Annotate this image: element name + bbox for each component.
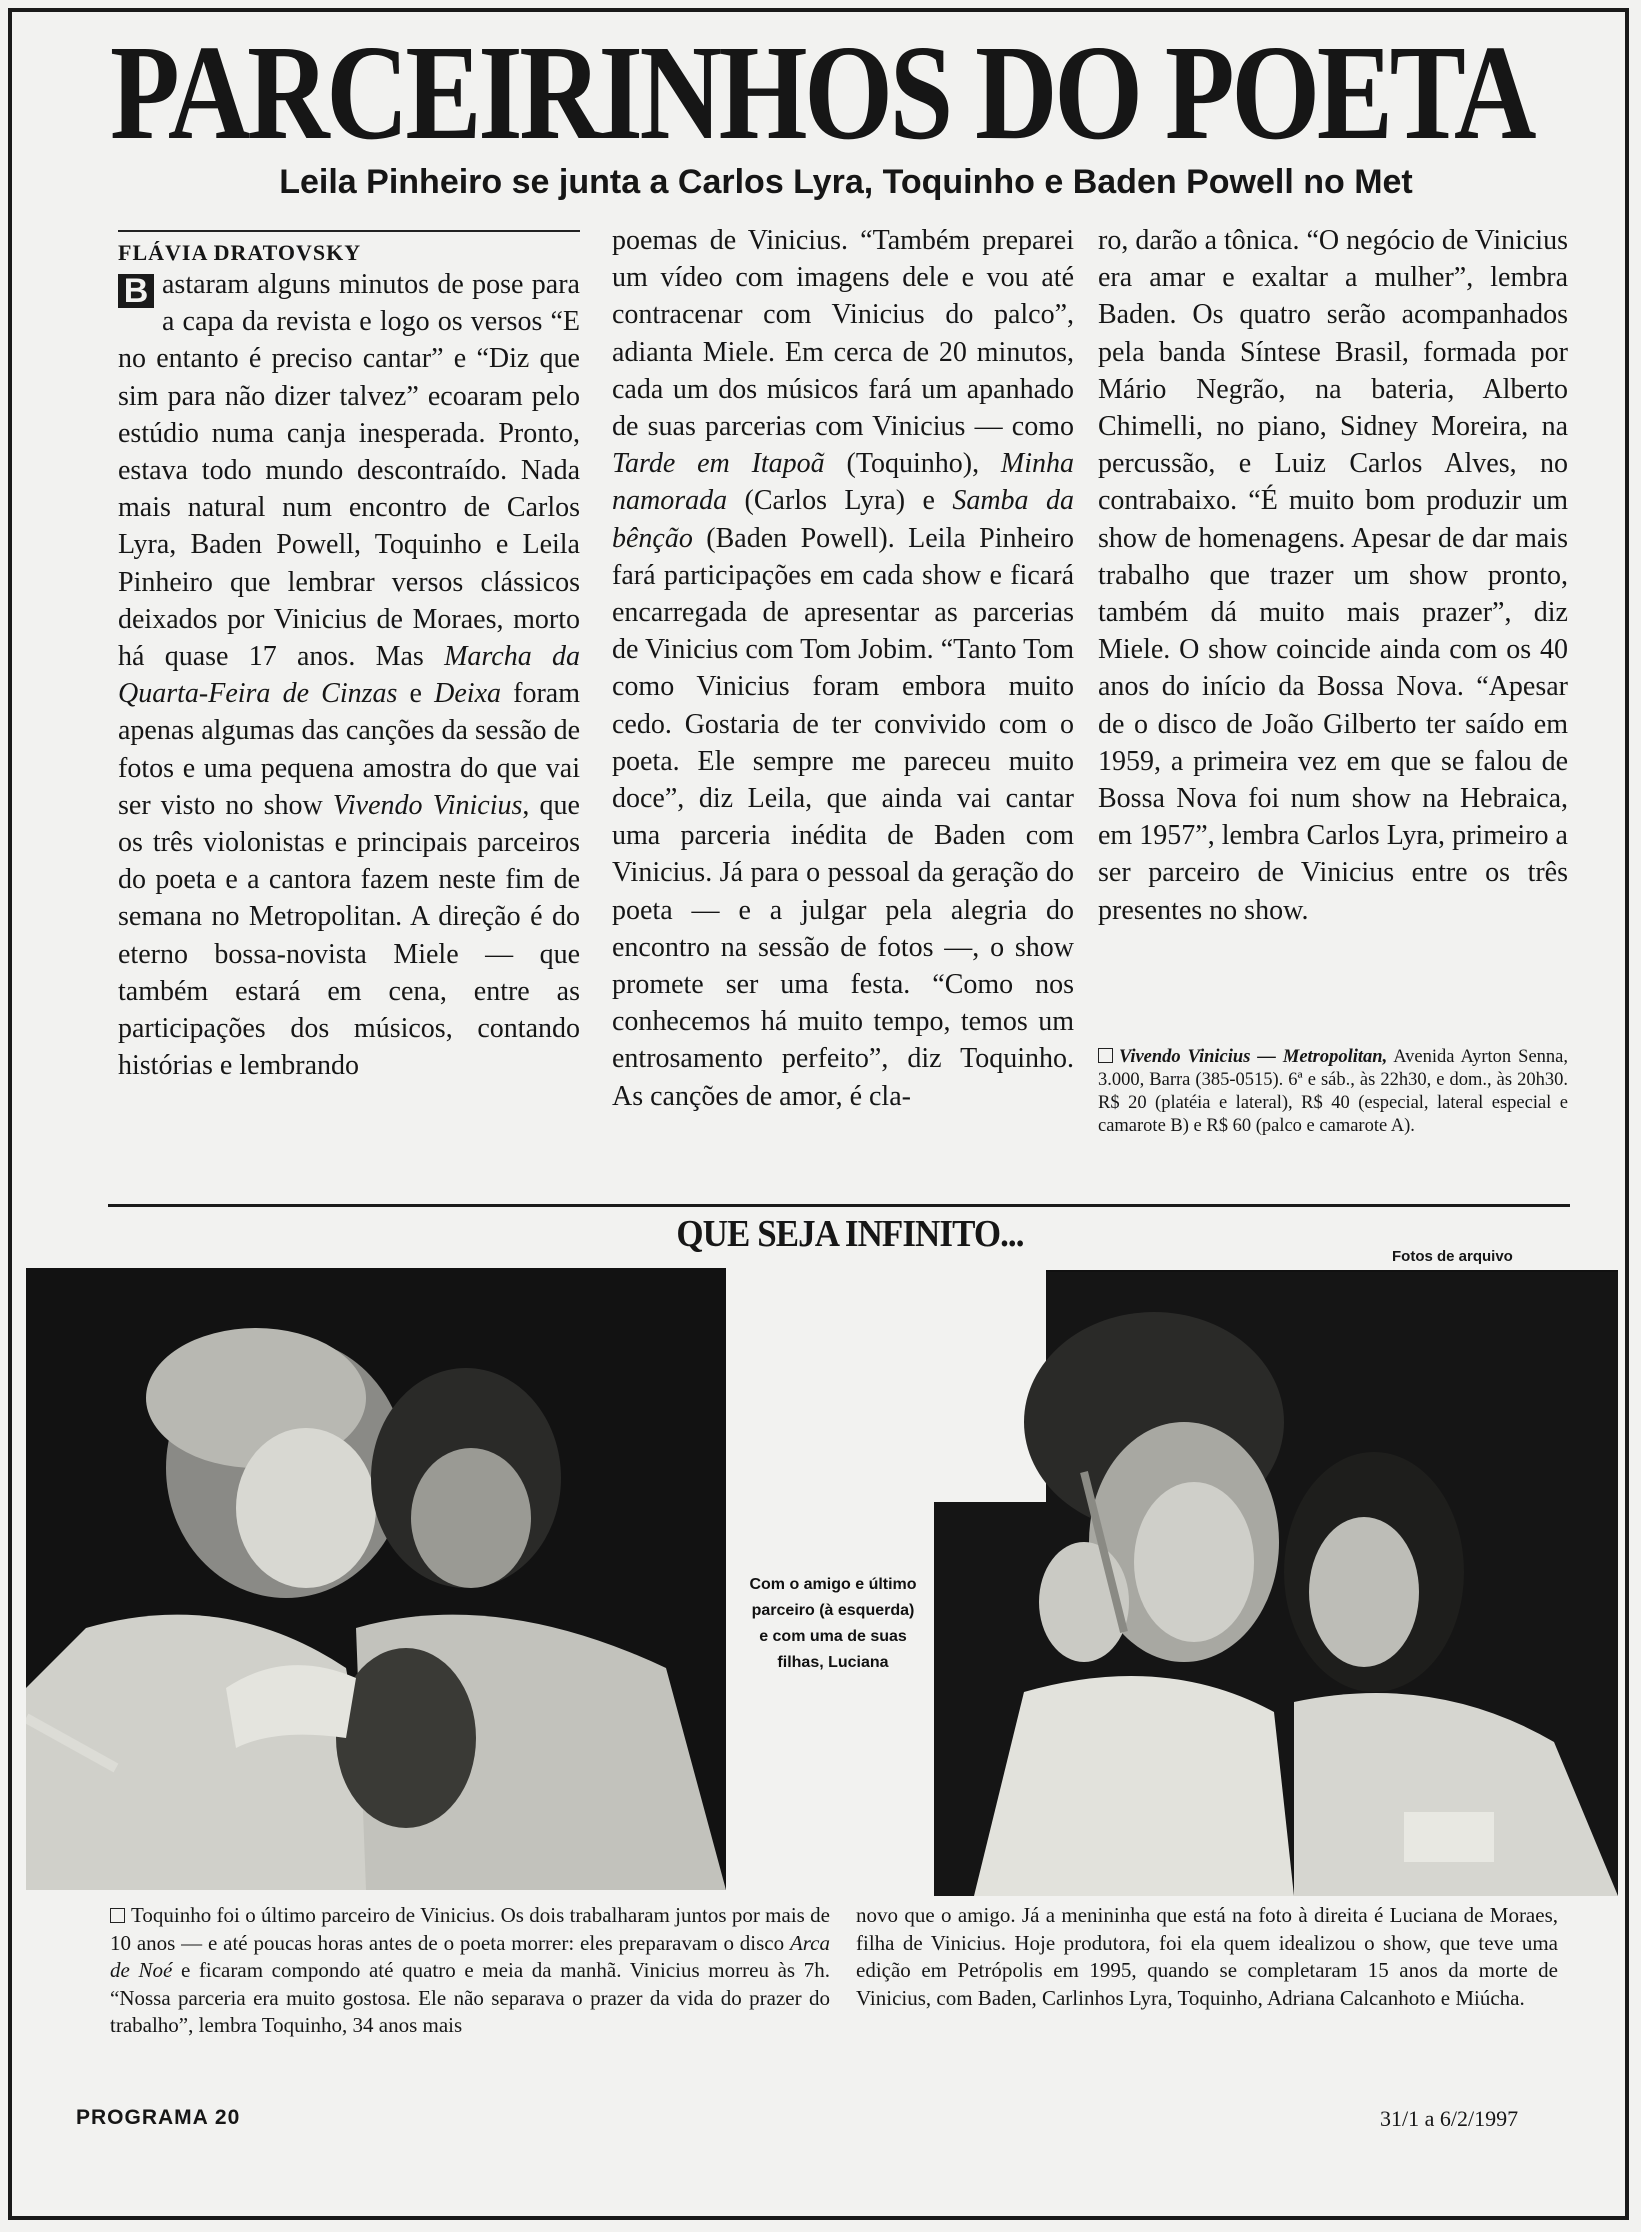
headline: PARCEIRINHOS DO POETA (110, 18, 1534, 168)
bottom-caption-part-1: Toquinho foi o último parceiro de Vinicius. Os dois trabalharam juntos por mais de 10 anos — e até poucas horas antes de o poeta morrer: eles preparavam o disco Arca de Noé e ficaram compondo até quatro e meia da manhã. Vinicius morreu às 7h. “Nossa parceria era muito gostosa. Ele não separava o prazer da vida do prazer do trabalho”, lembra Toquinho, 34 anos mais (110, 1903, 830, 2037)
section-title: QUE SEJA INFINITO... (676, 1213, 1024, 1255)
dropcap: B (118, 274, 154, 308)
photo-left-image (26, 1268, 726, 1890)
bottom-caption-part-2: novo que o amigo. Já a menininha que está na foto à direita é Luciana de Moraes, filha de Vinicius. Hoje produtora, foi ela quem idealizou o show, que teve uma edição em Petrópolis em 1995, quando se completaram 15 anos da morte de Vinicius, com Baden, Carlinhos Lyra, Toquinho, Adriana Calcanhoto e Miúcha. (856, 1903, 1558, 2010)
subheadline: Leila Pinheiro se junta a Carlos Lyra, Toquinho e Baden Powell no Met (279, 163, 1413, 201)
photo-caption: Com o amigo e último parceiro (à esquerda) e com uma de suas filhas, Luciana (749, 1576, 917, 1671)
show-info-title: Vivendo Vinicius — Metropolitan, (1119, 1047, 1388, 1067)
article-column-2 (612, 222, 1074, 1115)
article-paragraph: ro, darão a tônica. “O negócio de Vinicius era amar e exaltar a mulher”, lembra Baden. Os quatro serão acompanhados pela banda Síntese Brasil, formada por Mário Negrão, na bateria, Alberto Chimelli, no piano, Sidney Moreira, na percussão, e Luiz Carlos Alves, no contrabaixo. “É muito bom produzir um show de homenagens. Apesar de dar mais trabalho que trazer um show pronto, também dá muito mais prazer”, diz Miele. O show coincide ainda com os 40 anos do início da Bossa Nova. “Apesar de o disco de João Gilberto ter saído em 1959, a primeira vez em que se falou de Bossa Nova foi num show na Hebraica, em 1957”, lembra Carlos Lyra, primeiro a ser parceiro de Vinicius entre os três presentes no show. (1098, 225, 1568, 926)
article-column-1 (118, 222, 580, 1084)
photo-credit: Fotos de arquivo (1392, 1248, 1513, 1265)
square-bullet-icon (110, 1908, 125, 1923)
article-paragraph: B astaram alguns minutos de pose para a capa da revista e logo os versos “E no entanto é preciso cantar” e “Diz que sim para não dizer talvez” ecoaram pelo estúdio numa canja inesperada. Pronto, estava todo mundo descontraído. Nada mais natural num encontro de Carlos Lyra, Baden Powell, Toquinho e Leila Pinheiro que lembrar versos clássicos deixados por Vinicius de Moraes, morto há quase 17 anos. Mas Marcha da Quarta-Feira de Cinzas e Deixa foram apenas algumas das canções da sessão de fotos e uma pequena amostra do que vai ser visto no show Vivendo Vinicius, que os três violonistas e principais parceiros do poeta e a cantora fazem neste fim de semana no Metropolitan. A direção é do eterno bossa-novista Miele — que também estará em cena, entre as participações dos músicos, contando histórias e lembrando (118, 269, 581, 1082)
photo-vinicius-luciana (934, 1272, 1618, 1896)
show-info (1098, 1046, 1568, 1138)
footer-page-label: PROGRAMA 20 (76, 2106, 241, 2129)
photo-vinicius-toquinho (26, 1268, 726, 1890)
byline: FLÁVIA DRATOVSKY (118, 240, 362, 265)
article-paragraph: poemas de Vinicius. “Também preparei um vídeo com imagens dele e vou até contracenar com Vinicius do palco”, adianta Miele. Em cerca de 20 minutos, cada um dos músicos fará um apanhado de suas parcerias com Vinicius — como Tarde em Itapoã (Toquinho), Minha namorada (Carlos Lyra) e Samba da bênção (Baden Powell). Leila Pinheiro fará participações em cada show e ficará encarregada de apresentar as parcerias de Vinicius com Tom Jobim. “Tanto Tom como Vinicius foram embora muito cedo. Gostaria de ter convivido com o poeta. Ele sempre me pareceu muito doce”, diz Leila, que ainda vai cantar uma parceria inédita de Baden com Vinicius. Já para o pessoal da geração do poeta — e a julgar pela alegria do encontro na sessão de fotos —, o show promete ser uma festa. “Como nos conhecemos há muito tempo, temos um entrosamento perfeito”, diz Toquinho. As canções de amor, é cla- (612, 225, 1074, 1112)
footer-date: 31/1 a 6/2/1997 (1380, 2106, 1519, 2131)
article-column-3 (1098, 222, 1568, 929)
square-bullet-icon (1098, 1048, 1113, 1063)
photo-right-image (934, 1272, 1618, 1896)
show-info-details: Avenida Ayrton Senna, 3.000, Barra (385-0515). 6ª e sáb., às 22h30, e dom., às 20h30. R$ 20 (platéia e lateral), R$ 40 (especial, lateral especial e camarote B) e R$ 60 (palco e camarote A). (1098, 1047, 1569, 1136)
section-rule (108, 1204, 1570, 1207)
